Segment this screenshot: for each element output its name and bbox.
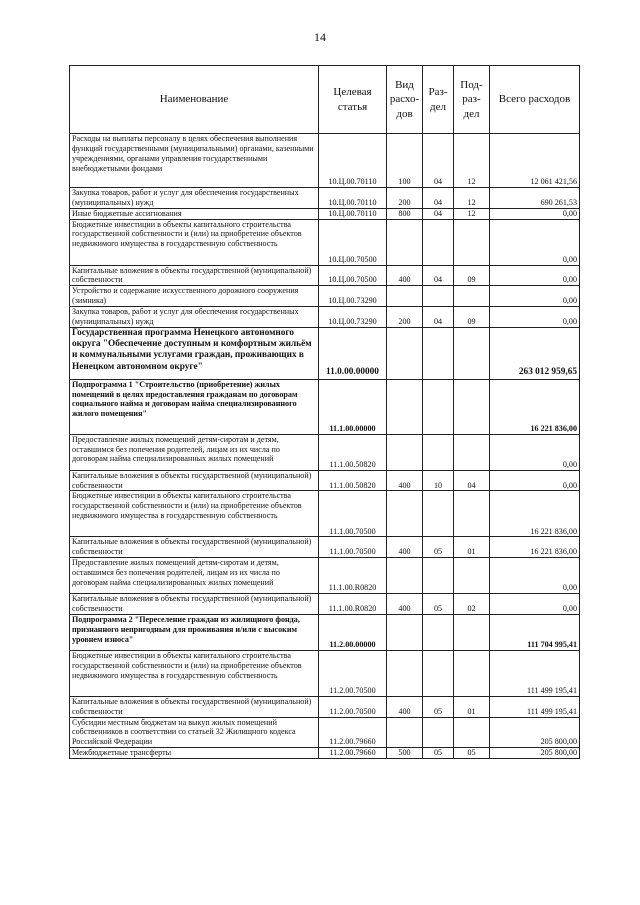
- row-total: 0,00: [490, 286, 580, 307]
- row-target-article: 10.Ц.00.70500: [319, 219, 387, 265]
- row-target-article: 11.1.00.70500: [319, 537, 387, 558]
- header-total: Всего расходов: [490, 66, 580, 134]
- row-expense-kind: 500: [387, 748, 423, 759]
- row-target-article: 11.1.00.50820: [319, 470, 387, 491]
- table-row: [70, 470, 580, 491]
- row-section: [423, 434, 454, 470]
- row-subsection: 09: [454, 265, 490, 286]
- row-total: 0,00: [490, 265, 580, 286]
- row-section: [423, 491, 454, 537]
- row-name: Закупка товаров, работ и услуг для обеспечения государственных (муниципальных) нужд: [70, 307, 319, 328]
- row-expense-kind: [387, 717, 423, 748]
- row-target-article: 11.1.00.50820: [319, 434, 387, 470]
- table-row: [70, 594, 580, 615]
- row-subsection: 02: [454, 594, 490, 615]
- row-total: 0,00: [490, 594, 580, 615]
- row-subsection: 05: [454, 748, 490, 759]
- table-row: [70, 265, 580, 286]
- row-name: Подпрограмма 1 "Строительство (приобретение) жилых помещений в целях предоставления гражданам по договорам социального найма и договорам найма специализированного жилого помещения": [70, 379, 319, 434]
- row-name: Предоставление жилых помещений детям-сиротам и детям, оставшимся без попечения родителей, лицам из их числа по договорам найма специализированных жилых помещений: [70, 434, 319, 470]
- row-name: Бюджетные инвестиции в объекты капитального строительства государственной собственности и (или) на приобретение объектов недвижимого имущества в государственную собственность: [70, 491, 319, 537]
- table-row: [70, 696, 580, 717]
- row-total: 111 499 195,41: [490, 696, 580, 717]
- row-expense-kind: [387, 434, 423, 470]
- table-row: [70, 537, 580, 558]
- row-name: Закупка товаров, работ и услуг для обеспечения государственных (муниципальных) нужд: [70, 188, 319, 209]
- row-section: 10: [423, 470, 454, 491]
- row-total: 12 061 421,56: [490, 134, 580, 188]
- row-target-article: 10.Ц.00.73290: [319, 307, 387, 328]
- row-name: Иные бюджетные ассигнования: [70, 208, 319, 219]
- row-expense-kind: 200: [387, 188, 423, 209]
- row-total: 205 800,00: [490, 717, 580, 748]
- row-subsection: 01: [454, 696, 490, 717]
- row-target-article: 11.0.00.00000: [319, 327, 387, 379]
- row-expense-kind: 400: [387, 537, 423, 558]
- row-subsection: [454, 717, 490, 748]
- row-expense-kind: 400: [387, 470, 423, 491]
- row-section: [423, 614, 454, 650]
- table-row: [70, 558, 580, 594]
- row-name: Капитальные вложения в объекты государственной (муниципальной) собственности: [70, 537, 319, 558]
- row-target-article: 11.2.00.70500: [319, 696, 387, 717]
- row-section: 04: [423, 265, 454, 286]
- row-section: 04: [423, 188, 454, 209]
- row-section: 04: [423, 307, 454, 328]
- row-name: Капитальные вложения в объекты государственной (муниципальной) собственности: [70, 265, 319, 286]
- row-section: 05: [423, 537, 454, 558]
- row-section: [423, 650, 454, 696]
- row-section: 05: [423, 594, 454, 615]
- row-subsection: 12: [454, 188, 490, 209]
- table-row: [70, 748, 580, 759]
- header-target-article: Целевая статья: [319, 66, 387, 134]
- table-row: [70, 434, 580, 470]
- row-target-article: 10.Ц.00.73290: [319, 286, 387, 307]
- row-expense-kind: 400: [387, 594, 423, 615]
- row-target-article: 11.2.00.79660: [319, 717, 387, 748]
- row-name: Бюджетные инвестиции в объекты капитального строительства государственной собственности и (или) на приобретение объектов недвижимого имущества в государственную собственность: [70, 650, 319, 696]
- table-row: [70, 134, 580, 188]
- row-total: 111 704 995,41: [490, 614, 580, 650]
- table-row: [70, 650, 580, 696]
- table-row: [70, 307, 580, 328]
- table-row: [70, 379, 580, 434]
- row-section: [423, 327, 454, 379]
- row-name: Устройство и содержание искусственного дорожного сооружения (зимника): [70, 286, 319, 307]
- row-expense-kind: 400: [387, 696, 423, 717]
- row-subsection: 01: [454, 537, 490, 558]
- row-expense-kind: [387, 650, 423, 696]
- row-expense-kind: [387, 614, 423, 650]
- row-total: 0,00: [490, 208, 580, 219]
- table-row: [70, 219, 580, 265]
- row-target-article: 10.Ц.00.70110: [319, 208, 387, 219]
- row-expense-kind: [387, 379, 423, 434]
- table-row: [70, 614, 580, 650]
- row-total: 0,00: [490, 434, 580, 470]
- row-subsection: 04: [454, 470, 490, 491]
- row-total: 16 221 836,00: [490, 537, 580, 558]
- row-target-article: 10.Ц.00.70110: [319, 188, 387, 209]
- row-target-article: 11.1.00.70500: [319, 491, 387, 537]
- table-row: [70, 286, 580, 307]
- row-total: 16 221 836,00: [490, 491, 580, 537]
- header-subsection: Под-раз-дел: [454, 66, 490, 134]
- row-total: 16 221 836,00: [490, 379, 580, 434]
- row-total: 111 499 195,41: [490, 650, 580, 696]
- row-section: [423, 219, 454, 265]
- row-expense-kind: [387, 286, 423, 307]
- row-target-article: 10.Ц.00.70500: [319, 265, 387, 286]
- row-subsection: [454, 614, 490, 650]
- row-section: [423, 558, 454, 594]
- row-name: Капитальные вложения в объекты государственной (муниципальной) собственности: [70, 470, 319, 491]
- row-section: [423, 286, 454, 307]
- row-total: 0,00: [490, 219, 580, 265]
- page-number: 14: [314, 30, 326, 44]
- row-name: Субсидии местным бюджетам на выкуп жилых помещений собственников в соответствии со статьей 32 Жилищного кодекса Российской Федерации: [70, 717, 319, 748]
- row-section: 05: [423, 696, 454, 717]
- header-expense-kind: Вид расхо-дов: [387, 66, 423, 134]
- row-subsection: [454, 327, 490, 379]
- row-expense-kind: [387, 219, 423, 265]
- row-name: Капитальные вложения в объекты государственной (муниципальной) собственности: [70, 696, 319, 717]
- row-expense-kind: 400: [387, 265, 423, 286]
- header-row: [70, 66, 580, 134]
- row-target-article: 11.2.00.70500: [319, 650, 387, 696]
- row-subsection: 12: [454, 208, 490, 219]
- header-section: Раз-дел: [423, 66, 454, 134]
- row-name: Предоставление жилых помещений детям-сиротам и детям, оставшимся без попечения родителей, лицам из их числа по договорам найма специализированных жилых помещений: [70, 558, 319, 594]
- table-row: [70, 327, 580, 379]
- row-expense-kind: [387, 558, 423, 594]
- row-name: Расходы на выплаты персоналу в целях обеспечения выполнения функций государственными (муниципальными) органами, казенными учреждениями, органами управления государственными внебюджетными фондами: [70, 134, 319, 188]
- row-expense-kind: 800: [387, 208, 423, 219]
- row-subsection: [454, 379, 490, 434]
- row-target-article: 11.1.00.00000: [319, 379, 387, 434]
- row-subsection: [454, 650, 490, 696]
- row-total: 0,00: [490, 558, 580, 594]
- row-section: 04: [423, 134, 454, 188]
- row-subsection: 12: [454, 134, 490, 188]
- row-expense-kind: 200: [387, 307, 423, 328]
- row-name: Государственная программа Ненецкого автономного округа "Обеспечение доступным и комфортным жильём и коммунальными услугами граждан, проживающих в Ненецком автономном округе": [70, 327, 319, 379]
- row-target-article: 11.2.00.00000: [319, 614, 387, 650]
- table-row: [70, 188, 580, 209]
- row-subsection: [454, 219, 490, 265]
- row-expense-kind: [387, 491, 423, 537]
- row-name: Бюджетные инвестиции в объекты капитального строительства государственной собственности и (или) на приобретение объектов недвижимого имущества в государственную собственность: [70, 219, 319, 265]
- row-name: Подпрограмма 2 "Переселение граждан из жилищного фонда, признанного непригодным для проживания и/или с высоким уровнем износа": [70, 614, 319, 650]
- row-name: Межбюджетные трансферты: [70, 748, 319, 759]
- table-row: [70, 208, 580, 219]
- table-body: [70, 134, 580, 759]
- row-section: [423, 379, 454, 434]
- row-total: 690 261,53: [490, 188, 580, 209]
- row-target-article: 11.2.00.79660: [319, 748, 387, 759]
- row-total: 0,00: [490, 307, 580, 328]
- row-target-article: 11.1.00.R0820: [319, 594, 387, 615]
- budget-table: [69, 65, 580, 759]
- row-subsection: [454, 558, 490, 594]
- row-expense-kind: 100: [387, 134, 423, 188]
- table-row: [70, 491, 580, 537]
- header-name: Наименование: [70, 66, 319, 134]
- row-total: 205 800,00: [490, 748, 580, 759]
- table-row: [70, 717, 580, 748]
- row-target-article: 11.1.00.R0820: [319, 558, 387, 594]
- row-section: [423, 717, 454, 748]
- row-expense-kind: [387, 327, 423, 379]
- row-subsection: [454, 434, 490, 470]
- row-total: 263 012 959,65: [490, 327, 580, 379]
- row-target-article: 10.Ц.00.70110: [319, 134, 387, 188]
- row-subsection: [454, 286, 490, 307]
- row-subsection: [454, 491, 490, 537]
- row-total: 0,00: [490, 470, 580, 491]
- row-subsection: 09: [454, 307, 490, 328]
- row-section: 04: [423, 208, 454, 219]
- row-name: Капитальные вложения в объекты государственной (муниципальной) собственности: [70, 594, 319, 615]
- row-section: 05: [423, 748, 454, 759]
